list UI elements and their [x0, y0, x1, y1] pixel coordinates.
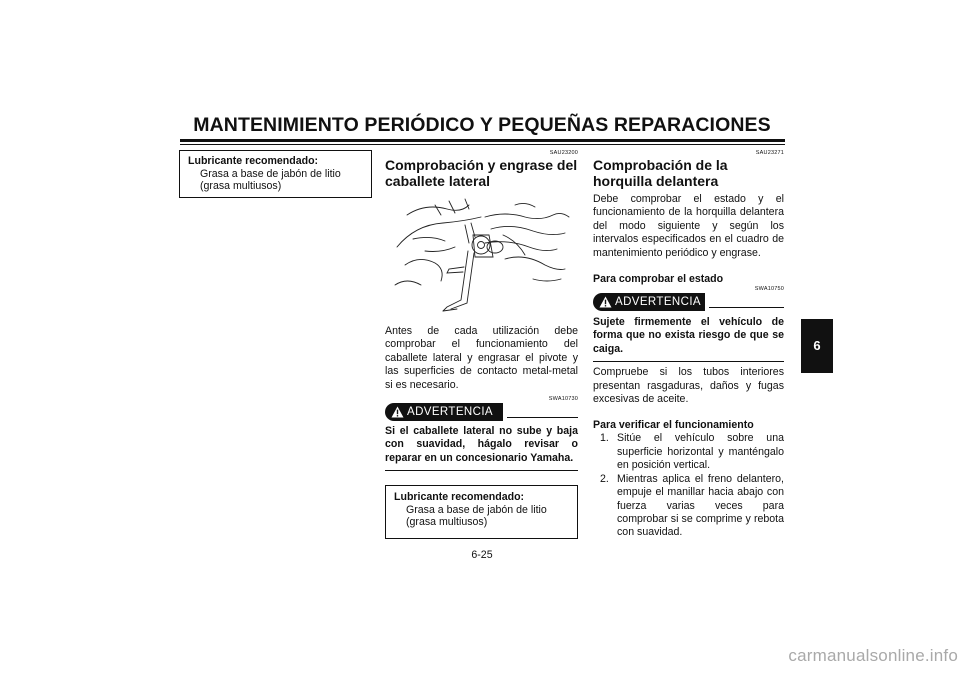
warning-badge [385, 403, 503, 421]
watermark: carmanualsonline.info [788, 646, 958, 665]
warning-triangle-icon [599, 296, 612, 308]
lubricant-label-2: Lubricante recomendado: [394, 491, 525, 504]
list-item [600, 432, 784, 472]
list-item [600, 473, 784, 540]
warning-end-rule [385, 470, 578, 471]
warning-header [385, 403, 578, 421]
column-fork [593, 150, 784, 540]
lubricant-value-2: Grasa a base de jabón de litio (grasa multiusos) [406, 503, 547, 529]
sidestand-illustration [385, 195, 578, 319]
fork-paragraph-2: Compruebe si los tubos interiores presentan rasgaduras, daños y fugas excesivas de aceite. [593, 366, 784, 406]
column-sidestand [385, 150, 578, 539]
steps-list [593, 432, 784, 539]
lubricant-box [179, 150, 372, 198]
section-code-2: SAU23271 [755, 150, 784, 156]
fork-paragraph: Debe comprobar el estado y el funcionamiento de la horquilla delantera del modo siguiente y según los intervalos especificados en el cuadro de mantenimiento periódico y engrase. [593, 193, 784, 259]
page-title: MANTENIMIENTO PERIÓDICO Y PEQUEÑAS REPARACIONES [193, 114, 771, 136]
subhead-state: Para comprobar el estado [593, 273, 724, 286]
warning-text-2: Sujete firmemente el vehículo de forma que no exista riesgo de que se caiga. [593, 316, 784, 355]
warning-rule-2 [709, 307, 784, 308]
step-text: Sitúe el vehículo sobre una superficie horizontal y manténgalo en posición vertical. [617, 432, 784, 472]
section-heading: Comprobación y engrase del caballete lateral [385, 157, 578, 189]
lubricant-label: Lubricante recomendado: [188, 155, 319, 167]
lubricant-value: Grasa a base de jabón de litio (grasa multiusos) [200, 167, 341, 192]
warning-code: SWA10730 [548, 396, 578, 403]
section-heading-2: Comprobación de la horquilla delantera [593, 157, 728, 189]
warning-header-2 [593, 293, 784, 311]
step-text: Mientras aplica el freno delantero, empuje el manillar hacia abajo con fuerza varias veces para comprobar si se comprime y rebota con suavidad. [617, 472, 784, 539]
warning-label-2: ADVERTENCIA [615, 296, 701, 309]
warning-text: Si el caballete lateral no sube y baja con suavidad, hágalo revisar o reparar en un concesionario Yamaha. [385, 425, 578, 464]
warning-rule [507, 417, 578, 418]
header-rule-thin [180, 144, 785, 145]
warning-code-2: SWA10750 [754, 286, 784, 293]
step-number: 2. [600, 472, 609, 485]
header-rule-thick [180, 139, 785, 142]
sidestand-paragraph: Antes de cada utilización debe comprobar el funcionamiento del caballete lateral y engrasar el pivote y las superficies de contacto metal-metal si es necesario. [385, 325, 578, 391]
section-code: SAU23200 [549, 150, 578, 156]
chapter-tab: 6 [801, 319, 833, 373]
step-number: 1. [600, 432, 609, 445]
warning-end-rule-2 [593, 361, 784, 362]
subhead-function: Para verificar el funcionamiento [593, 419, 754, 432]
warning-badge-2 [593, 293, 705, 311]
warning-label: ADVERTENCIA [407, 406, 493, 419]
warning-triangle-icon [391, 406, 404, 418]
lubricant-box-2 [385, 485, 578, 539]
page-number: 6-25 [471, 549, 493, 561]
